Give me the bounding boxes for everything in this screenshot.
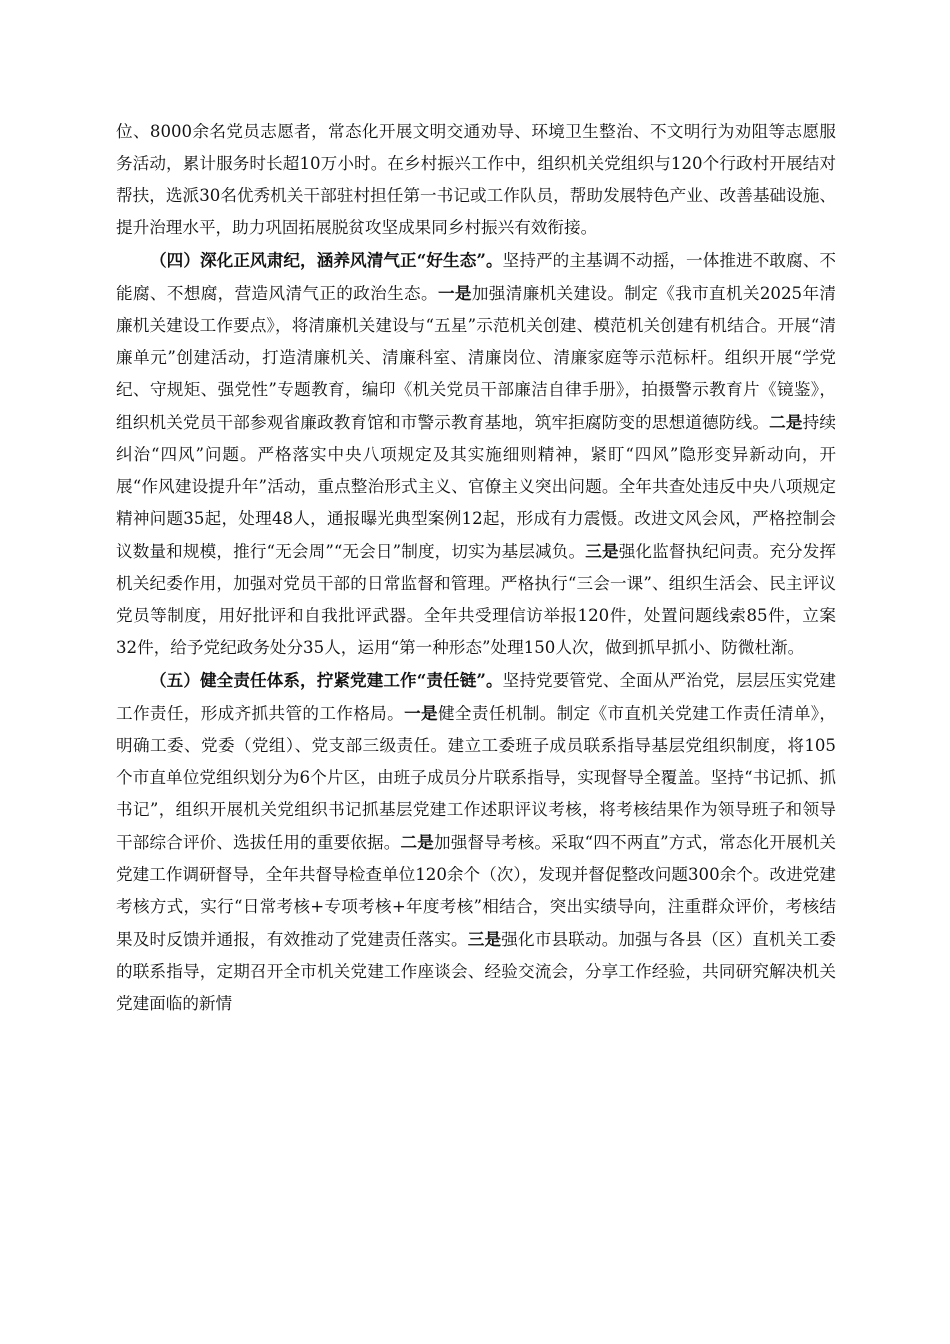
paragraph-text: 坚持严的主基调不动摇，一体推进不敢腐、不能腐、不想腐，营造风清气正的政治生态。 <box>116 251 837 303</box>
paragraph-text: 健全责任机制。制定《市直机关党建工作责任清单》，明确工委、党委（党组）、党支部三级责任。建立工委班子成员联系指导基层党组织制度，将105个市直单位党组织划分为6个片区，由班子成员分片联系指导，实现督导全覆盖。坚持“书记抓、抓书记”，组织开展机关党组织书记抓基层党建工作述职评议考核，将考核结果作为领导班子和领导干部综合评价、选拔任用的重要依据。 <box>116 704 837 852</box>
item-marker-three: 三是 <box>585 541 619 561</box>
section-heading: （五）健全责任体系，拧紧党建工作“责任链”。 <box>150 670 503 690</box>
section-heading: （四）深化正风肃纪，涵养风清气正“好生态”。 <box>150 250 503 270</box>
item-marker-one: 一是 <box>437 283 472 303</box>
paragraph-volunteer-service <box>116 116 836 244</box>
paragraph-text: 持续纠治“四风”问题。严格落实中央八项规定及其实施细则精神，紧盯“四风”隐形变异新动向，开展“作风建设提升年”活动，重点整治形式主义、官僚主义突出问题。全年共查处违反中央八项规定精神问题35起，处理48人，通报曝光典型案例12起，形成有力震慑。改进文风会风，严格控制会议数量和规模，推行“无会周”“无会日”制度，切实为基层减负。 <box>116 413 837 561</box>
paragraph-section-five <box>116 664 836 1020</box>
paragraph-text: 加强清廉机关建设。制定《我市直机关2025年清廉机关建设工作要点》，将清廉机关建设与“五星”示范机关创建、模范机关创建有机结合。开展“清廉单元”创建活动，打造清廉机关、清廉科室、清廉岗位、清廉家庭等示范标杆。组织开展“学党纪、守规矩、强党性”专题教育，编印《机关党员干部廉洁自律手册》，拍摄警示教育片《镜鉴》，组织机关党员干部参观省廉政教育馆和市警示教育基地，筑牢拒腐防变的思想道德防线。 <box>116 284 836 432</box>
item-marker-three: 三是 <box>467 929 502 949</box>
item-marker-two: 二是 <box>769 412 803 432</box>
item-marker-two: 二是 <box>400 832 434 852</box>
paragraph-text: 加强督导考核。采取“四不两直”方式，常态化开展机关党建工作调研督导，全年共督导检查单位120余个（次），发现并督促整改问题300余个。改进党建考核方式，实行“日常考核+专项考核+年度考核”相结合，突出实绩导向，注重群众评价，考核结果及时反馈并通报，有效推动了党建责任落实。 <box>116 833 837 949</box>
item-marker-one: 一是 <box>404 703 438 723</box>
paragraph-text: 强化监督执纪问责。充分发挥机关纪委作用，加强对党员干部的日常监督和管理。严格执行“三会一课”、组织生活会、民主评议党员等制度，用好批评和自我批评武器。全年共受理信访举报120件，处置问题线索85件，立案32件，给予党纪政务处分35人，运用“第一种形态”处理150人次，做到抓早抓小、防微杜渐。 <box>116 542 837 657</box>
paragraph-section-four <box>116 244 836 664</box>
document-page <box>116 116 836 1020</box>
paragraph-text: 强化市县联动。加强与各县（区）直机关工委的联系指导，定期召开全市机关党建工作座谈会、经验交流会，分享工作经验，共同研究解决机关党建面临的新情 <box>116 930 837 1013</box>
paragraph-text: 位、8000余名党员志愿者，常态化开展文明交通劝导、环境卫生整治、不文明行为劝阻等志愿服务活动，累计服务时长超10万小时。在乡村振兴工作中，组织机关党组织与120个行政村开展结对帮扶，选派30名优秀机关干部驻村担任第一书记或工作队员，帮助发展特色产业、改善基础设施、提升治理水平，助力巩固拓展脱贫攻坚成果同乡村振兴有效衔接。 <box>116 122 836 237</box>
paragraph-text: 坚持党要管党、全面从严治党，层层压实党建工作责任，形成齐抓共管的工作格局。 <box>116 671 837 723</box>
